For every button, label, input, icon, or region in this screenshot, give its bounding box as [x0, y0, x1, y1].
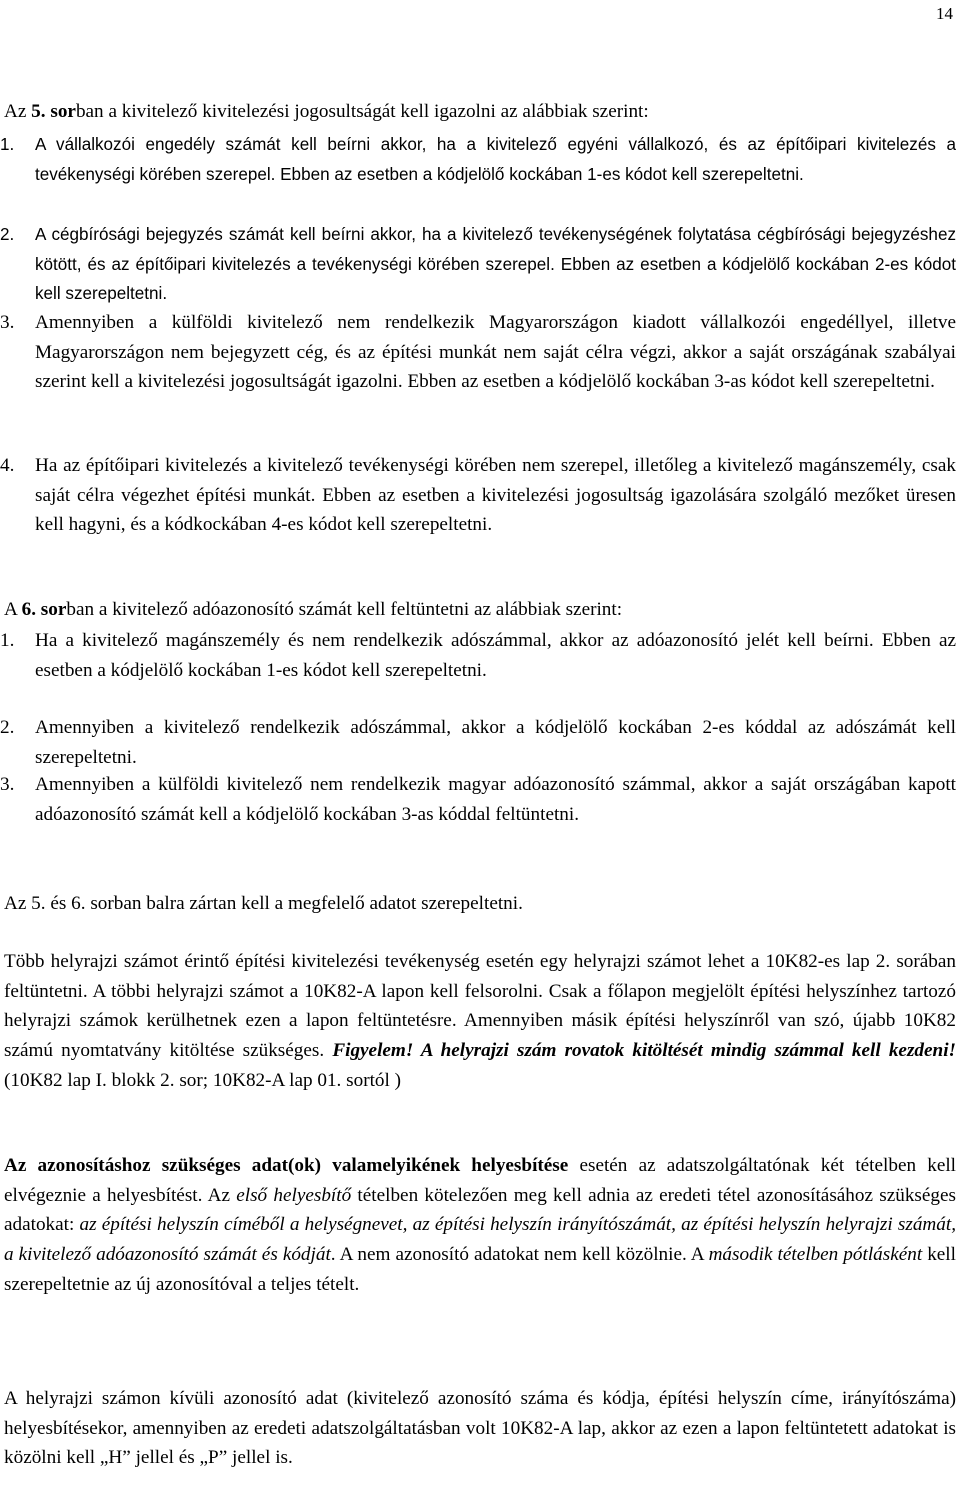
- list-number: 2.: [0, 717, 15, 738]
- list-number: 1.: [0, 630, 15, 651]
- section6-intro: [4, 595, 956, 625]
- left-align-note: Az 5. és 6. sorban balra zártan kell a megfelelő adatot szerepeltetni.: [4, 893, 523, 914]
- section6-intro-c: ban a kivitelező adóazonosító számát kell feltüntetni az alábbiak szerint:: [66, 599, 623, 620]
- section5-row-ref: 5. sor: [31, 101, 76, 122]
- section5-item-1: [0, 130, 956, 189]
- list-item-text: A cégbírósági bejegyzés számát kell beírni akkor, ha a kivitelező tevékenységének folytatása cégbírósági bejegyzéshez kötött, és az építőipari kivitelezés a tevékenységi körében szerepel. Ebben az esetben a kódjelölő kockában 2-es kódot kell szerepeltetni.: [35, 225, 956, 304]
- list-item-text: A vállalkozói engedély számát kell beírni akkor, ha a kivitelező egyéni vállalkozó, és az építőipari kivitelezés a tevékenységi körében szerepel. Ebben az esetben a kódjelölő kockában 1-es kódot kell szerepeltetni.: [35, 135, 956, 184]
- section6-item-2: [0, 713, 956, 772]
- list-number: 2.: [0, 225, 15, 244]
- section5-item-4: [0, 451, 956, 540]
- helyrajzi-warning: Figyelem! A helyrajzi szám rovatok kitöltését mindig számmal kell kezdeni!: [332, 1040, 956, 1062]
- helyrajzi-text: Több helyrajzi számot érintő építési kivitelezési tevékenység esetén egy helyrajzi számot lehet a 10K82-es lap 2. sorában feltüntetni. A többi helyrajzi számot a 10K82-A lapon kell felsorolni. Csak a főlapon megjelölt építési helyszínhez tartozó helyrajzi számok kerülhetnek ezen a lapon feltüntetésre. Amennyiben másik építési helyszínről van szó, újabb 10K82 számú nyomtatvány kitöltése szükséges.: [4, 951, 956, 1062]
- list-item-text: Amennyiben a külföldi kivitelező nem rendelkezik Magyarországon kiadott vállalkozói engedéllyel, illetve Magyarországon nem bejegyzett cég, és az építési munkát nem saját célra végzi, akkor a saját országának szabályai szerint kell a kivitelezési jogosultságát igazolni. Ebben az esetben a kódjelölő kockában 3-as kódot kell szerepeltetni.: [35, 312, 956, 393]
- section5-item-3: [0, 308, 956, 397]
- azonositas-paragraph: [4, 1151, 956, 1300]
- list-item-text: Ha az építőipari kivitelezés a kivitelező tevékenységi körében nem szerepel, illetőleg a kivitelező magánszemély, csak saját célra végezhet építési munkát. Ebben az esetben a kivitelezési jogosultság igazolására szolgáló mezőket üresen kell hagyni, és a kódkockában 4-es kódot kell szerepeltetni.: [35, 455, 956, 536]
- list-item-text: Amennyiben a külföldi kivitelező nem rendelkezik magyar adóazonosító számmal, akkor a saját országában kapott adóazonosító számát kell a kódjelölő kockában 3-as kóddal feltüntetni.: [35, 774, 956, 825]
- page-number: 14: [936, 4, 953, 23]
- list-number: 3.: [0, 774, 15, 795]
- list-number: 4.: [0, 455, 15, 476]
- list-item-text: Ha a kivitelező magánszemély és nem rendelkezik adószámmal, akkor az adóazonosító jelét kell beírni. Ebben az esetben a kódjelölő kockában 1-es kódot kell szerepeltetni.: [35, 630, 956, 681]
- azonositas-italic-2: az építési helyszín címéből a helységnevet, az építési helyszín irányítószámát, az építési helyszín helyrajzi számát, a kivitelező adóazonosító számát és kódját: [4, 1214, 956, 1266]
- helyrajzi-tail: (10K82 lap I. blokk 2. sor; 10K82-A lap 01. sortól ): [4, 1069, 402, 1091]
- section6-item-3: [0, 770, 956, 829]
- azonositas-text-3: . A nem azonosító adatokat nem kell közölnie. A: [330, 1244, 709, 1266]
- list-number: 1.: [0, 135, 15, 154]
- azonositas-text-2: tételben kötelezően meg kell adnia az eredeti tétel azonosításához szükséges adatokat:: [4, 1184, 956, 1236]
- section6-intro-a: A: [4, 599, 22, 620]
- section5-intro-c: ban a kivitelező kivitelezési jogosultságát kell igazolni az alábbiak szerint:: [75, 101, 649, 122]
- azonositas-text-1: esetén az adatszolgáltatónak két tételben kell elvégeznie a helyesbítést. Az: [4, 1155, 956, 1206]
- section5-intro: [4, 97, 956, 127]
- azonositas-italic-1: első helyesbítő: [236, 1184, 352, 1206]
- list-item-text: Amennyiben a kivitelező rendelkezik adószámmal, akkor a kódjelölő kockában 2-es kóddal az adószámát kell szerepeltetni.: [35, 717, 956, 768]
- section5-item-2: [0, 220, 956, 309]
- last-paragraph: A helyrajzi számon kívüli azonosító adat (kivitelező azonosító száma és kódja, építési helyszín címe, irányítószáma) helyesbítésekor, amennyiben az eredeti adatszolgáltatásban volt 10K82-A lap, akkor az ezen a lapon feltüntetett adatokat is közölni kell „H” jellel és „P” jellel is.: [4, 1388, 956, 1469]
- azonositas-bold: Az azonosításhoz szükséges adat(ok) valamelyikének helyesbítése: [4, 1155, 569, 1176]
- section6-row-ref: 6. sor: [21, 599, 67, 620]
- list-number: 3.: [0, 312, 15, 333]
- section5-intro-a: Az: [4, 101, 32, 122]
- section6-item-1: [0, 626, 956, 685]
- helyrajzi-paragraph: [4, 947, 956, 1096]
- azonositas-text-4: kell szerepeltetnie az új azonosítóval a teljes tételt.: [4, 1244, 956, 1295]
- azonositas-italic-3: második tételben pótlásként: [708, 1244, 923, 1266]
